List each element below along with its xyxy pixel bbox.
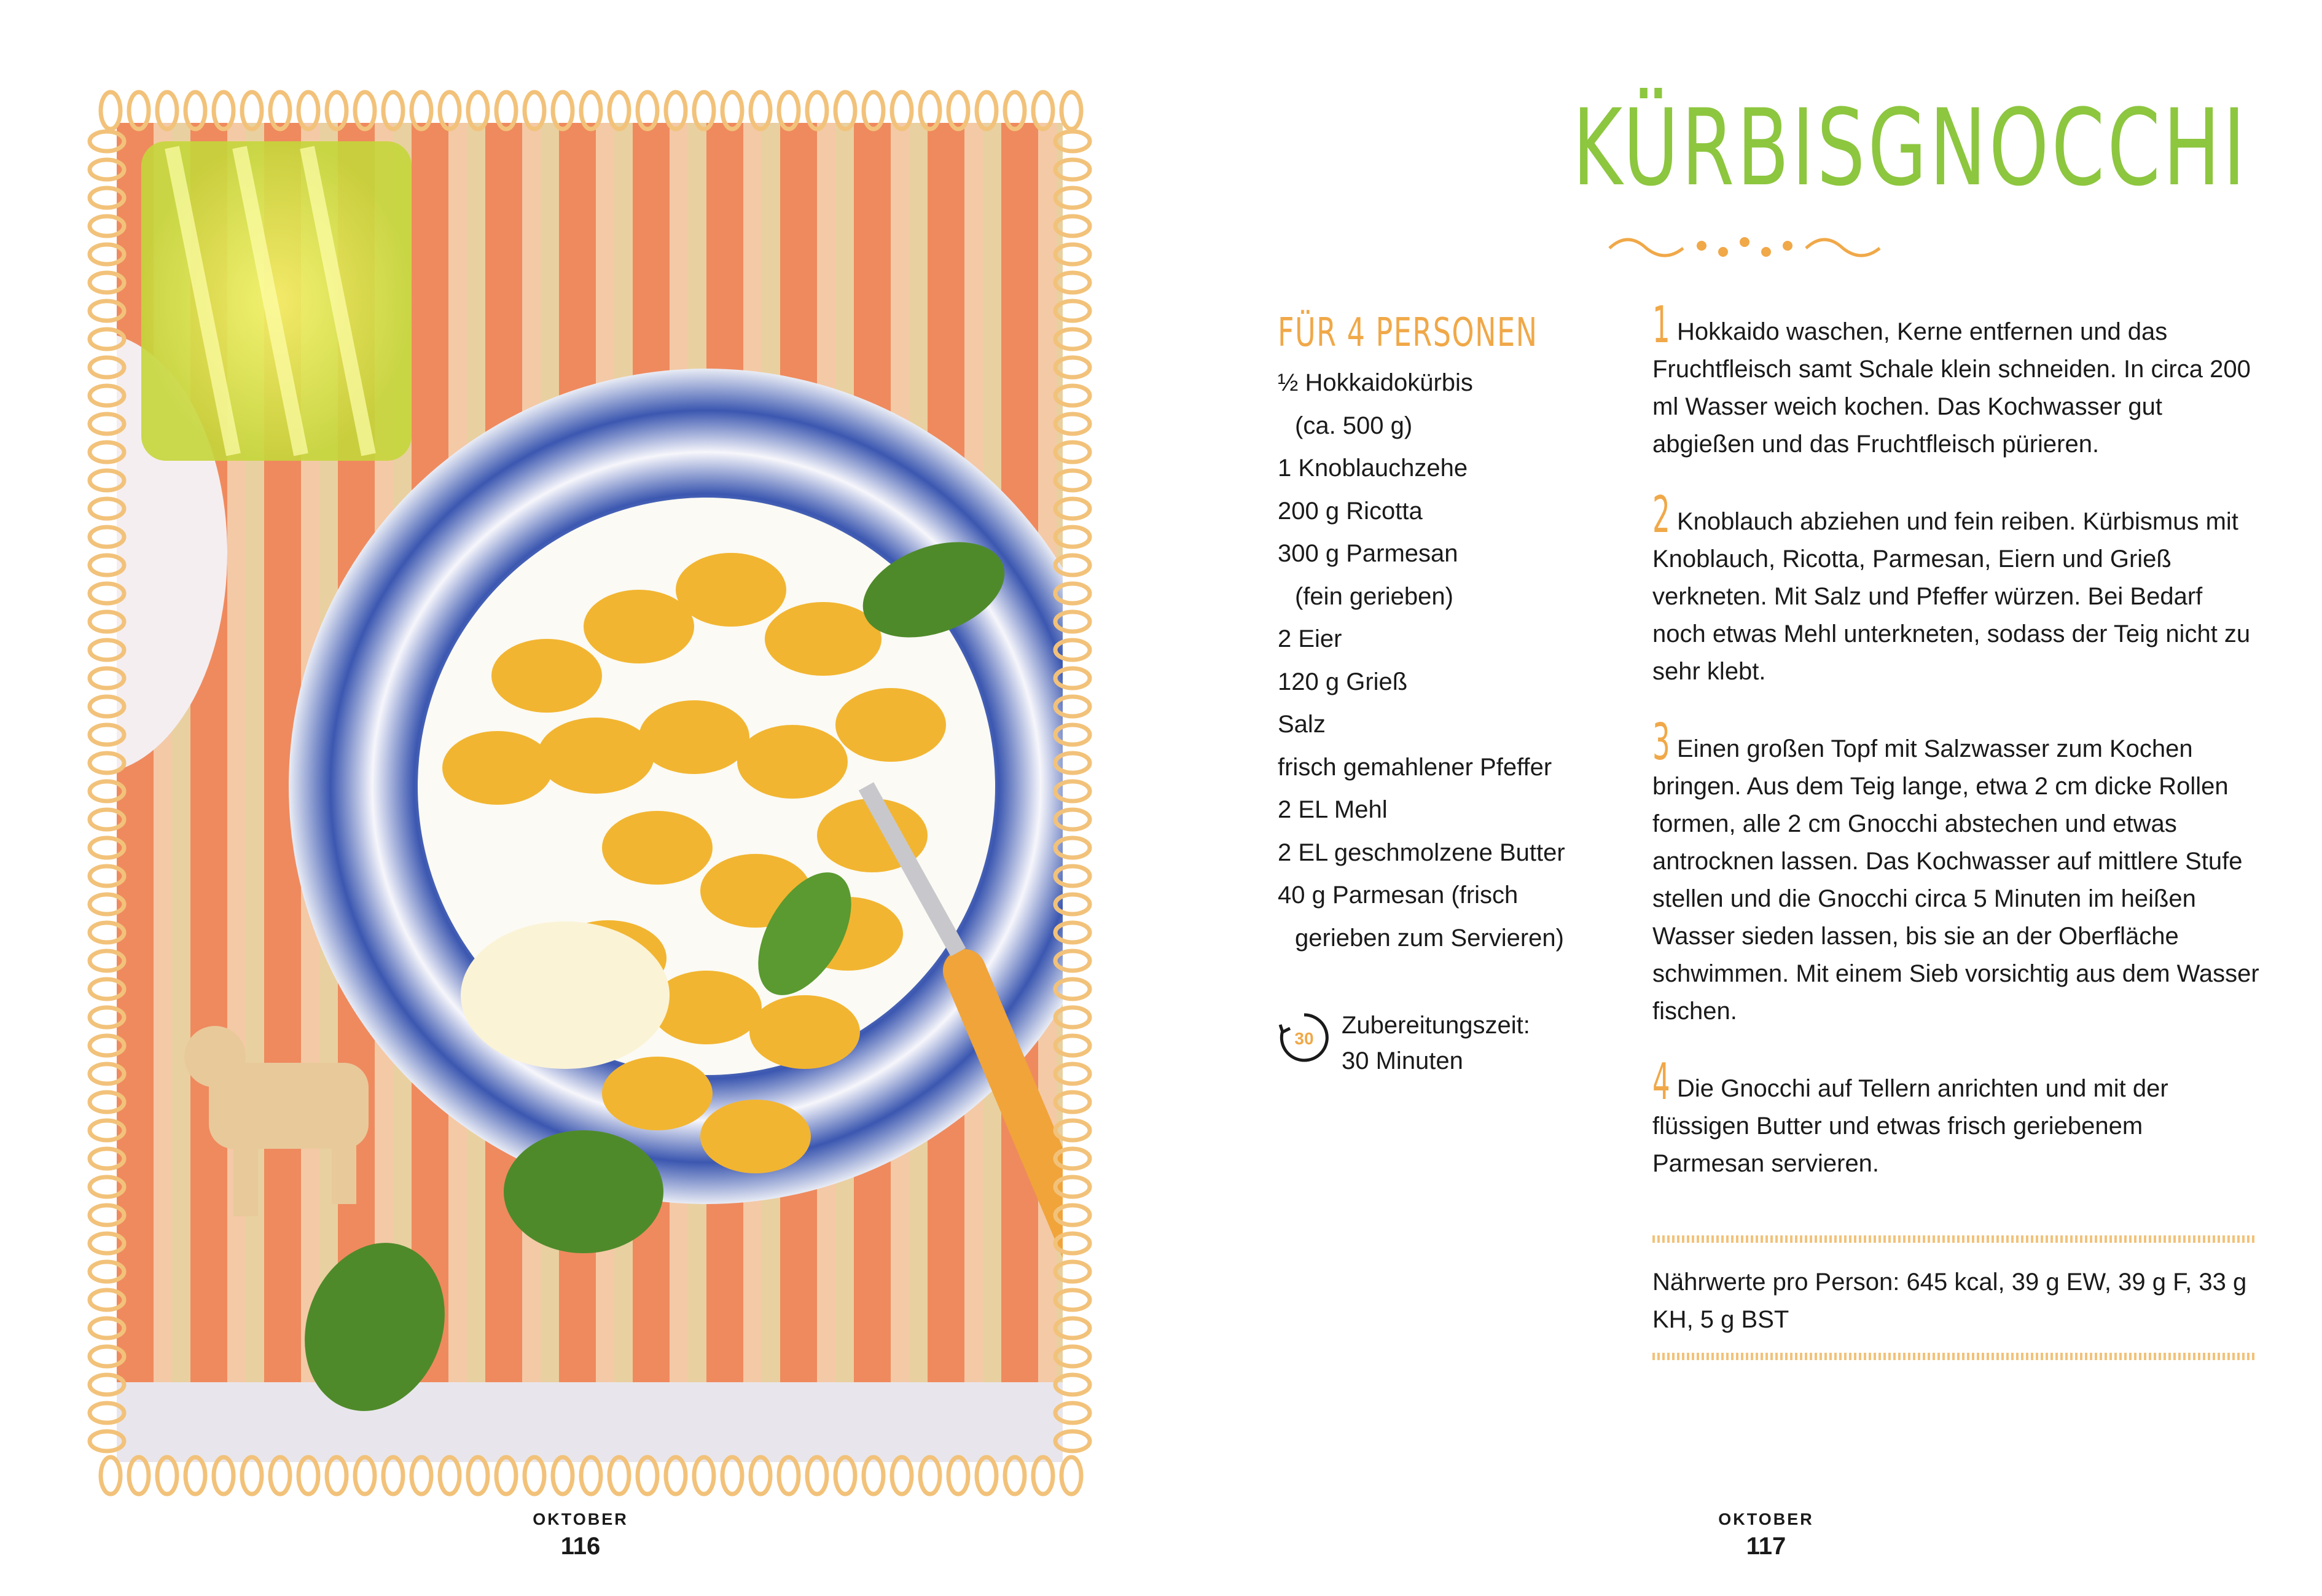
servings-heading: FÜR 4 PERSONEN	[1278, 310, 1538, 356]
nutrition-box	[1652, 1235, 2261, 1364]
loop-border-decoration	[86, 86, 1093, 1499]
ingredient-item: Salz	[1278, 711, 1326, 738]
ingredient-item: gerieben zum Servieren)	[1295, 924, 1564, 952]
footer-month: OKTOBER	[533, 1510, 628, 1528]
photo-frame	[86, 86, 1093, 1499]
step-1	[1652, 296, 2261, 463]
footer-left	[458, 1510, 703, 1560]
ingredients-section	[1278, 310, 1622, 960]
dotted-divider	[1652, 1352, 2254, 1361]
ingredient-item: 2 EL geschmolzene Butter	[1278, 839, 1565, 866]
step-text: Knoblauch abziehen und fein reiben. Kürbismus mit Knoblauch, Ricotta, Parmesan, Eiern und Grieß verkneten. Mit Salz und Pfeffer würzen. Bei Bedarf noch etwas Mehl unterkneten, sodass der Teig nicht zu sehr klebt.	[1652, 508, 2251, 685]
prep-time	[1278, 1007, 1530, 1079]
prep-time-label: Zubereitungszeit:	[1342, 1012, 1530, 1039]
step-number: 4	[1652, 1053, 1670, 1111]
footer-right	[1643, 1510, 1889, 1560]
ingredient-item: 120 g Grieß	[1278, 668, 1408, 695]
step-text: Die Gnocchi auf Tellern anrichten und mit der flüssigen Butter und etwas frisch geriebenem Parmesan servieren.	[1652, 1075, 2168, 1177]
footer-month: OKTOBER	[1718, 1510, 1814, 1528]
step-2	[1652, 486, 2261, 690]
ingredient-item: 2 EL Mehl	[1278, 796, 1388, 823]
ingredient-item: ½ Hokkaidokürbis	[1278, 369, 1473, 396]
step-number: 2	[1652, 486, 1670, 544]
step-number: 3	[1652, 713, 1670, 772]
recipe-title: KÜRBISGNOCCHI	[1573, 86, 2248, 209]
step-number: 1	[1652, 296, 1670, 354]
ingredient-item: 40 g Parmesan (frisch	[1278, 882, 1519, 909]
ingredient-item: frisch gemahlener Pfeffer	[1278, 753, 1552, 781]
step-text: Hokkaido waschen, Kerne entfernen und das Fruchtfleisch samt Schale klein schneiden. In circa 200 ml Wasser weich kochen. Das Kochwasser gut abgießen und das Fruchtfleisch pürieren.	[1652, 318, 2251, 458]
ingredient-item: 2 Eier	[1278, 625, 1342, 652]
ingredient-list	[1278, 362, 1622, 960]
step-text: Einen großen Topf mit Salzwasser zum Kochen bringen. Aus dem Teig lange, etwa 2 cm dicke Rollen formen, alle 2 cm Gnocchi abstechen und etwas antrocknen lassen. Das Kochwasser auf mittlere Stufe stellen und die Gnocchi circa 5 Minuten im heißen Wasser sieden lassen, bis sie an der Oberfläche schwimmen. Mit einem Sieb vorsichtig aus dem Wasser fischen.	[1652, 735, 2259, 1025]
nutrition-text: Nährwerte pro Person: 645 kcal, 39 g EW, 39 g F, 33 g KH, 5 g BST	[1652, 1269, 2247, 1333]
ornament-divider	[1603, 227, 1898, 264]
page-number: 117	[1746, 1533, 1786, 1560]
step-4	[1652, 1053, 2261, 1183]
dotted-divider	[1652, 1235, 2254, 1243]
ingredient-item: (fein gerieben)	[1295, 582, 1453, 610]
right-page	[1161, 0, 2322, 1596]
ingredient-item: 1 Knoblauchzehe	[1278, 455, 1468, 482]
ingredient-item: 300 g Parmesan	[1278, 540, 1458, 567]
page-number: 116	[560, 1533, 601, 1560]
steps-section	[1652, 296, 2261, 1219]
step-3	[1652, 713, 2261, 1030]
timer-number: 30	[1294, 1029, 1314, 1048]
timer-icon	[1278, 1011, 1331, 1064]
prep-time-value: 30 Minuten	[1342, 1047, 1463, 1074]
ingredient-item: (ca. 500 g)	[1295, 412, 1413, 439]
ingredient-item: 200 g Ricotta	[1278, 497, 1423, 525]
